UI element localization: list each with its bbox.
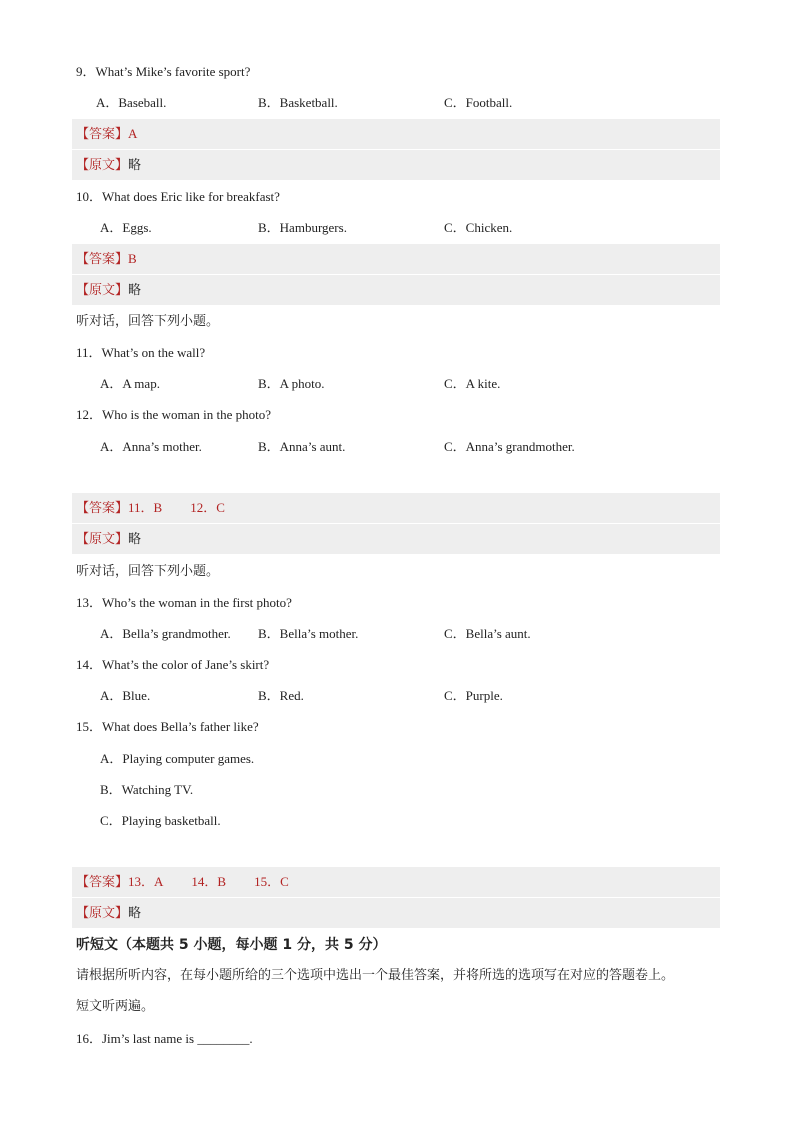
question-15-option-a: A．Playing computer games. xyxy=(100,751,255,766)
answer-label: 【答案】 xyxy=(76,875,129,890)
transcript-label: 【原文】 xyxy=(76,532,129,547)
answer-value-12: 12．C xyxy=(190,500,225,515)
answer-label: 【答案】 xyxy=(76,252,129,267)
question-14-option-c: C．Purple. xyxy=(444,688,503,703)
question-12-option-a: A．Anna’s mother. xyxy=(100,439,202,454)
answer-band-11-12 xyxy=(72,493,720,523)
question-13-option-a: A．Bella’s grandmother. xyxy=(100,626,231,641)
transcript-band-13-15 xyxy=(72,898,720,928)
answer-value-13: 13．A xyxy=(128,874,164,889)
section-instruction: 请根据所听内容，在每小题所给的三个选项中选出一个最佳答案，并将所选的选项写在对应的答题卷上。 xyxy=(76,968,675,983)
question-14-option-a: A．Blue. xyxy=(100,688,151,703)
answer-label: 【答案】 xyxy=(76,501,129,516)
question-11-stem: 11．What’s on the wall? xyxy=(76,345,206,360)
question-11-option-c: C．A kite. xyxy=(444,376,501,391)
question-15-option-c: C．Playing basketball. xyxy=(100,813,221,828)
question-14-stem: 14．What’s the color of Jane’s skirt? xyxy=(76,657,270,672)
transcript-value: 略 xyxy=(128,158,142,173)
transcript-band-11-12 xyxy=(72,524,720,554)
question-9-option-b: B．Basketball. xyxy=(258,95,338,110)
transcript-label: 【原文】 xyxy=(76,158,129,173)
section-instruction-repeat: 短文听两遍。 xyxy=(76,999,155,1014)
question-12-stem: 12．Who is the woman in the photo? xyxy=(76,407,271,422)
question-13-stem: 13．Who’s the woman in the first photo? xyxy=(76,595,292,610)
question-15-stem: 15．What does Bella’s father like? xyxy=(76,719,259,734)
transcript-label: 【原文】 xyxy=(76,283,129,298)
answer-value-15: 15．C xyxy=(254,874,289,889)
transcript-value: 略 xyxy=(128,532,142,547)
instruction-dialogue-2: 听对话，回答下列小题。 xyxy=(76,564,220,579)
transcript-band-10 xyxy=(72,275,720,305)
question-9-option-a: A．Baseball. xyxy=(96,95,167,110)
instruction-dialogue-1: 听对话，回答下列小题。 xyxy=(76,314,220,329)
question-10-stem: 10．What does Eric like for breakfast? xyxy=(76,189,280,204)
question-9-option-c: C．Football. xyxy=(444,95,513,110)
answer-band-10 xyxy=(72,244,720,274)
question-16-stem: 16．Jim’s last name is ________. xyxy=(76,1031,253,1046)
answer-value-11: 11．B xyxy=(128,500,163,515)
question-10-option-c: C．Chicken. xyxy=(444,220,513,235)
transcript-band-9 xyxy=(72,150,720,180)
question-12-option-c: C．Anna’s grandmother. xyxy=(444,439,575,454)
answer-value: A xyxy=(128,126,138,141)
answer-band-13-15 xyxy=(72,867,720,897)
answer-label: 【答案】 xyxy=(76,127,129,142)
transcript-label: 【原文】 xyxy=(76,906,129,921)
answer-band-9 xyxy=(72,119,720,149)
question-11-option-a: A．A map. xyxy=(100,376,160,391)
answer-value: B xyxy=(128,251,137,266)
question-13-option-b: B．Bella’s mother. xyxy=(258,626,359,641)
question-15-option-b: B．Watching TV. xyxy=(100,782,194,797)
question-9-stem: 9．What’s Mike’s favorite sport? xyxy=(76,64,251,79)
transcript-value: 略 xyxy=(128,906,142,921)
question-13-option-c: C．Bella’s aunt. xyxy=(444,626,531,641)
question-12-option-b: B．Anna’s aunt. xyxy=(258,439,346,454)
answer-value-14: 14．B xyxy=(191,874,227,889)
section-heading: 听短文（本题共 5 小题，每小题 1 分，共 5 分） xyxy=(76,937,387,953)
question-11-option-b: B．A photo. xyxy=(258,376,325,391)
question-10-option-b: B．Hamburgers. xyxy=(258,220,347,235)
question-10-option-a: A．Eggs. xyxy=(100,220,152,235)
question-14-option-b: B．Red. xyxy=(258,688,304,703)
transcript-value: 略 xyxy=(128,283,142,298)
